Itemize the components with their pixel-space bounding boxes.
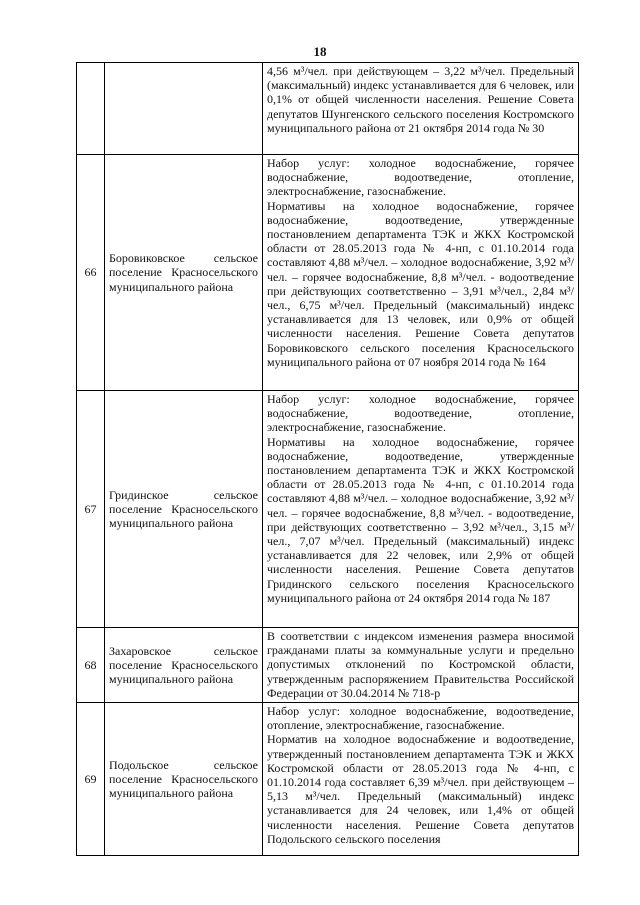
description-paragraph: 4,56 м³/чел. при действующем – 3,22 м³/чел. Предельный (максимальный) индекс устанавливается для 6 человек, или 0,1% от общей численности населения. Решение Совета депутатов Шунгенского сельского поселения Костромского муниципального района от 21 октября 2014 года № 30	[267, 64, 574, 135]
description-paragraph: Нормативы на холодное водоснабжение, горячее водоснабжение, водоотведение, утвержденные постановлением департамента ТЭК и ЖКХ Костромской области от 28.05.2013 года № 4-нп, с 01.10.2014 года составляют 4,88 м³/чел. – холодное водоснабжение, 3,92 м³/чел. – горячее водоснабжение, 8,8 м³/чел. - водоотведение при действующих соответственно – 3,91 м³/чел., 2,84 м³/чел., 6,75 м³/чел. Предельный (максимальный) индекс устанавливается для 13 человек, или 0,9% от общей численности населения. Решение Совета депутатов Боровиковского сельского поселения Красносельского муниципального района от 07 ноября 2014 года № 164	[267, 198, 574, 369]
description-paragraph: Набор услуг: холодное водоснабжение, горячее водоснабжение, водоотведение, отопление, электроснабжение, газоснабжение.	[267, 392, 574, 435]
row-number: 69	[77, 703, 105, 856]
settlement-name	[105, 63, 263, 155]
row-description	[263, 63, 579, 155]
description-paragraph: Норматив на холодное водоснабжение и водоотведение, утвержденный постановлением департамента ТЭК и ЖКХ Костромской области от 28.05.2013 года № 4-нп, с 01.10.2014 года составляет 6,39 м³/чел. при действующем – 5,13 м³/чел. Предельный (максимальный) индекс устанавливается для 24 человек, или 1,4% от общей численности населения. Решение Совета депутатов Подольского сельского поселения	[267, 732, 574, 846]
table-row	[77, 628, 579, 703]
row-number: 67	[77, 391, 105, 628]
description-paragraph: Набор услуг: холодное водоснабжение, горячее водоснабжение, водоотведение, отопление, электроснабжение, газоснабжение.	[267, 156, 574, 199]
row-number: 66	[77, 155, 105, 391]
settlement-name: Захаровское сельское поселение Красносельского муниципального района	[105, 628, 263, 703]
row-number	[77, 63, 105, 155]
row-description	[263, 703, 579, 856]
row-description	[263, 628, 579, 703]
description-paragraph: В соответствии с индексом изменения размера вносимой гражданами платы за коммунальные услуги и предельно допустимых отклонений по Костромской области, утвержденным распоряжением Правительства Российской Федерации от 30.04.2014 № 718-р	[267, 629, 574, 700]
settlement-name: Гридинское сельское поселение Красносельского муниципального района	[105, 391, 263, 628]
description-paragraph: Нормативы на холодное водоснабжение, горячее водоснабжение, водоотведение, утвержденные постановлением департамента ТЭК и ЖКХ Костромской области от 28.05.2013 года № 4-нп, с 01.10.2014 года составляют 4,88 м³/чел. – холодное водоснабжение, 3,92 м³/чел. – горячее водоснабжение, 8,8 м³/чел. - водоотведение, при действующих соответственно – 3,92 м³/чел., 3,15 м³/чел., 7,07 м³/чел. Предельный (максимальный) индекс устанавливается для 22 человек, или 2,9% от общей численности населения. Решение Совета депутатов Гридинского сельского поселения Красносельского муниципального района от 24 октября 2014 года № 187	[267, 434, 574, 605]
row-number: 68	[77, 628, 105, 703]
settlements-table	[76, 62, 579, 856]
settlement-name: Подольское сельское поселение Красносельского муниципального района	[105, 703, 263, 856]
row-description	[263, 391, 579, 628]
table-row	[77, 703, 579, 856]
table-row	[77, 391, 579, 628]
description-paragraph: Набор услуг: холодное водоснабжение, водоотведение, отопление, электроснабжение, газоснабжение.	[267, 704, 574, 733]
settlement-name: Боровиковское сельское поселение Красносельского муниципального района	[105, 155, 263, 391]
table-row	[77, 155, 579, 391]
row-description	[263, 155, 579, 391]
page-number: 18	[313, 44, 327, 59]
table-row	[77, 63, 579, 155]
